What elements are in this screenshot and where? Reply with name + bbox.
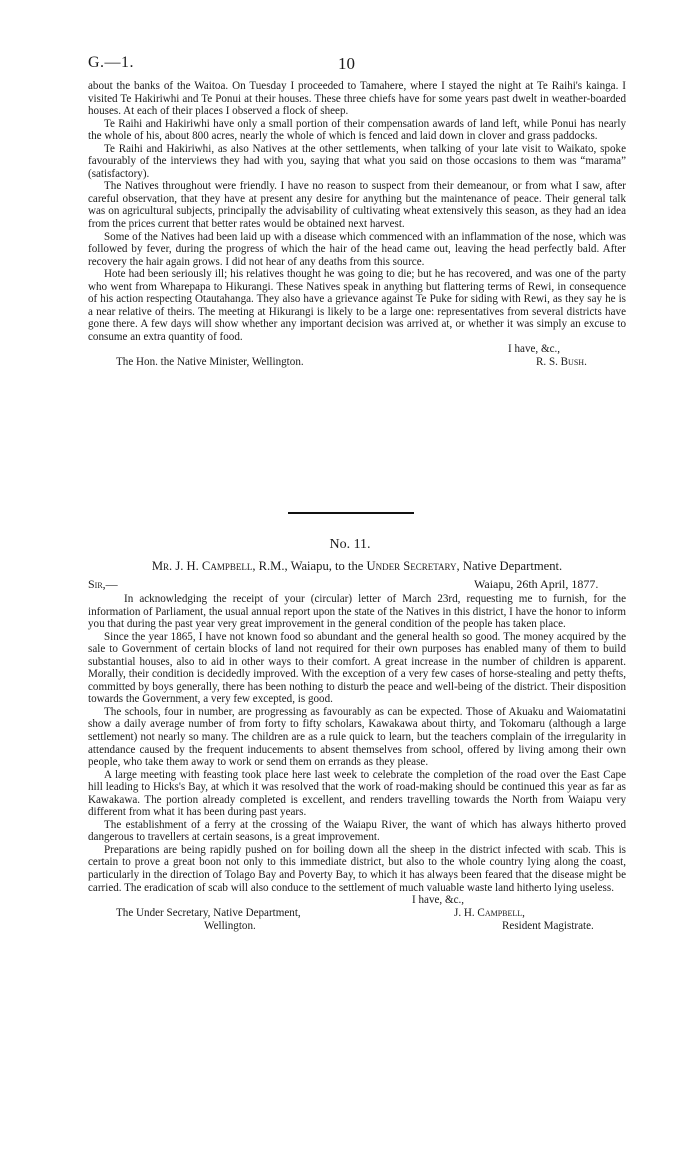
letter-1-paragraph: Te Raihi and Hakiriwhi, as also Natives at the other settlements, when talking of your late visit to Waikato, spoke favourably of the interviews they had with you, saying that what you said on those occasions to them was “marama” (satisfactory). xyxy=(88,142,626,180)
letter-2-paragraph: Preparations are being rapidly pushed on for boiling down all the sheep in the district infected with scab. This is certain to prove a great boon not only to this immediate district, but also to the whole country lying along the coast, particularly in the direction of Tolago Bay and Poverty Bay, to which it has always been feared that the disease might be carried. The eradication of scab will also conduce to the settlement of much valuable waste land hitherto lying useless. xyxy=(88,843,626,894)
letter-2-closing: I have, &c., xyxy=(412,894,465,907)
letter-1-paragraph: Hote had been seriously ill; his relatives thought he was going to die; but he has recovered, and was one of the party who went from Wharepapa to Hikurangi. These Natives speak in anything but flattering terms of Rewi, in consequence of his action respecting Otautahanga. They also have a grievance against Te Puke for siding with Rewi, as they say he is a near relative of theirs. The meeting at Hikurangi is likely to be a large one: representatives from several districts have gone there. A few days will show whether any important decision was arrived at, or whether it was simply an excuse to consume an extra quantity of food. xyxy=(88,268,626,343)
letter-1-signature: R. S. Bush. xyxy=(536,356,587,369)
letter-1-paragraph: about the banks of the Waitoa. On Tuesday I proceeded to Tamahere, where I stayed the night at Te Raihi's kainga. I visited Te Hakiriwhi and Te Ponui at their houses. These three chiefs have for some years past dwelt in weather-boarded houses. At each of their places I observed a flock of sheep. xyxy=(88,80,626,118)
letter-2-salutation: Sir,— xyxy=(88,577,118,591)
letter-2-signature-title: Resident Magistrate. xyxy=(502,919,594,932)
letter-2-paragraph: Since the year 1865, I have not known food so abundant and the general health so good. The money acquired by the sale to Government of certain blocks of land not required for their own purposes has enabled many of them to build substantial houses, also to aid in other ways to their comfort. A great increase in the number of children is apparent. Morally, their condition is decidedly improved. With the exception of a very few cases of horse-stealing and petty thefts, committed by boys generally, there has been nothing to disturb the peace and well-being of the district. Their disposition towards the Government, a very few excepted, is good. xyxy=(88,630,626,706)
letter-2-from-name: Mr. J. H. Campbell xyxy=(151,559,253,573)
letter-2-paragraph: In acknowledging the receipt of your (circular) letter of March 23rd, requesting me to furnish, for the information of Parliament, the usual annual report upon the state of the Natives in this district, I have the honor to inform you that during the past year very great improvement in the general condition of the people has taken place. xyxy=(88,593,626,631)
letter-2-heading xyxy=(88,559,626,574)
letter-1-closing: I have, &c., xyxy=(508,343,561,356)
page-number: 10 xyxy=(338,54,355,73)
letter-1-paragraph: The Natives throughout were friendly. I have no reason to suspect from their demeanour, or from what I saw, after careful observation, that they have at present any desire for anything but the maintenance of peace. Their general talk was on agricultural subjects, principally the advisability of cultivating wheat extensively this season, as they had an idea from the prices current that better rates would be obtained next harvest. xyxy=(88,180,626,231)
letter-1-addressee: The Hon. the Native Minister, Wellington. xyxy=(116,356,304,369)
letter-2-to-name: Under Secretary xyxy=(366,559,457,573)
letter-1-body xyxy=(88,80,626,370)
letter-2-from-rest: , R.M., Waiapu, to the xyxy=(252,559,367,573)
letter-number-heading: No. 11. xyxy=(329,537,371,552)
letter-2-paragraph: The establishment of a ferry at the crossing of the Waiapu River, the want of which has always hitherto proved dangerous to travellers at certain seasons, is a great improvement. xyxy=(88,818,626,844)
section-divider xyxy=(288,512,414,514)
letter-2-signature: J. H. Campbell, xyxy=(454,906,525,919)
document-reference: G.—1. xyxy=(88,54,135,71)
letter-2-paragraph: The schools, four in number, are progressing as favourably as can be expected. Those of Akuaku and Waiomatatini show a daily average number of from forty to fifty scholars, Kawakawa about thirty, and Tokomaru (although a large settlement) not nearly so many. The children are as a rule quick to learn, but the teachers complain of the irregularity in attendance caused by the frequent inducements to absent themselves from school, offered by living among their own people, who take them away to work or send them on errands as they please. xyxy=(88,705,626,769)
letter-2-body xyxy=(88,593,626,933)
letter-2-addressee-line-2: Wellington. xyxy=(204,919,256,932)
letter-1-paragraph: Te Raihi and Hakiriwhi have only a small portion of their compensation awards of land left, while Ponui has nearly the whole of his, about 800 acres, nearly the whole of which is fenced and laid down in clover and grass paddocks. xyxy=(88,117,626,143)
letter-2-paragraph: A large meeting with feasting took place here last week to celebrate the completion of the road over the East Cape hill leading to Hicks's Bay, at which it was resolved that the work of road-making should be continued this year as far as Kawakawa. The portion already completed is excellent, and renders travelling towards the North from Waiapu very different from what it has been during past years. xyxy=(88,768,626,819)
letter-2-addressee-line-1: The Under Secretary, Native Department, xyxy=(116,906,301,919)
letter-2-signoff-row-2 xyxy=(88,920,626,933)
letter-2-signoff-row-1 xyxy=(88,907,626,920)
letter-1-paragraph: Some of the Natives had been laid up with a disease which commenced with an inflammation of the nose, which was followed by fever, during the progress of which the hair of the head came out, leaving the head perfectly bald. After recovery the hair again grows. I did not hear of any deaths from this source. xyxy=(88,230,626,268)
letter-1-signoff-row xyxy=(88,356,626,370)
letter-2-to-rest: , Native Department. xyxy=(456,559,563,573)
letter-2-place-date: Waiapu, 26th April, 1877. xyxy=(474,577,599,591)
